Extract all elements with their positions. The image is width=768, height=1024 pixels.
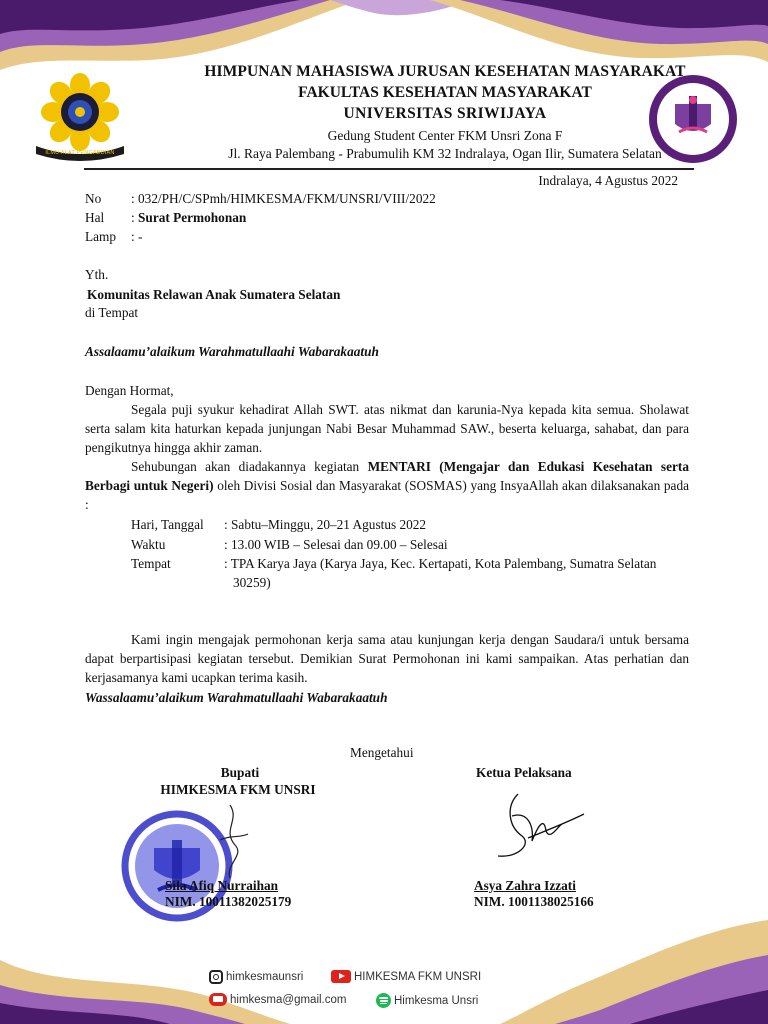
event-name: MENTARI (Mengajar dan Edukasi Kesehatan serta Berbagi untuk Negeri) — [85, 459, 689, 493]
instagram-handle: himkesmaunsri — [226, 971, 304, 983]
salam-open: Assalaamu’alaikum Warahmatullaahi Wabarakaatuh — [85, 344, 379, 359]
no-label: No — [85, 191, 102, 206]
header-divider — [84, 168, 694, 170]
instagram-icon — [209, 970, 223, 984]
left-signature — [200, 800, 260, 880]
footer-email[interactable] — [209, 993, 346, 1006]
time-label: Waktu — [131, 537, 166, 552]
university-logo-motto: ILMU ALAT PENGABDIAN — [45, 150, 115, 156]
paragraph-3: Kami ingin mengajak permohonan kerja sama atau kunjungan kerja dengan Saudara/i untuk bersama dapat berpartisipasi kegiatan tersebut. Demikian Surat Permohonan ini kami sampaikan. Atas perhatian dan kerjasamanya kami ucapkan terima kasih. — [85, 632, 689, 685]
right-sig-nim: NIM. 1001138025166 — [474, 894, 594, 909]
day-value: : Sabtu–Minggu, 20–21 Agustus 2022 — [224, 517, 427, 532]
time-value: : 13.00 WIB – Selesai dan 09.00 – Selesai — [224, 537, 448, 552]
spotify-icon — [376, 993, 391, 1008]
footer-instagram[interactable] — [209, 970, 303, 984]
hal-value: Surat Permohonan — [138, 210, 247, 225]
left-sig-nim: NIM. 10011382025179 — [165, 894, 292, 909]
left-sig-name: Sila Afiq Nurraihan — [165, 878, 279, 893]
place-value-line2: 30259) — [233, 575, 271, 590]
header-university: UNIVERSITAS SRIWIJAYA — [343, 105, 547, 122]
youtube-icon — [331, 970, 351, 983]
header-faculty: FAKULTAS KESEHATAN MASYARAKAT — [298, 84, 592, 101]
place-value-line1: : TPA Karya Jaya (Karya Jaya, Kec. Kertapati, Kota Palembang, Sumatra Selatan — [224, 556, 657, 571]
right-sig-name: Asya Zahra Izzati — [474, 878, 576, 893]
youtube-channel: HIMKESMA FKM UNSRI — [354, 970, 482, 983]
right-sig-title: Ketua Pelaksana — [476, 765, 572, 780]
paragraph-2-before: Sehubungan akan diadakannya kegiatan — [131, 459, 368, 474]
lamp-value: : - — [131, 229, 143, 244]
left-sig-title-2: HIMKESMA FKM UNSRI — [160, 782, 316, 797]
yth: Yth. — [85, 267, 109, 282]
footer-youtube[interactable] — [331, 970, 481, 983]
greeting: Dengan Hormat, — [85, 383, 174, 398]
paragraph-2-after: oleh Divisi Sosial dan Masyarakat (SOSMAS) yang InsyaAllah akan dilaksanakan pada : — [85, 478, 690, 512]
place-label: Tempat — [131, 556, 171, 571]
salam-close: Wassalaamu’alaikum Warahmatullaahi Wabarakaatuh — [85, 690, 388, 705]
recipient: Komunitas Relawan Anak Sumatera Selatan — [87, 287, 341, 302]
spotify-name: Himkesma Unsri — [394, 994, 479, 1007]
mengetahui: Mengetahui — [350, 745, 414, 760]
no-value: : 032/PH/C/SPmh/HIMKESMA/FKM/UNSRI/VIII/2022 — [131, 191, 436, 206]
left-sig-title-1: Bupati — [220, 765, 260, 780]
footer-spotify[interactable] — [376, 993, 478, 1008]
email-icon — [209, 993, 227, 1006]
paragraph-1: Segala puji syukur kehadirat Allah SWT. atas nikmat dan karunia-Nya kepada kita semua. Sholawat serta salam kita haturkan kepada junjungan Nabi Besar Muhammad SAW., beserta keluarga, sahabat, dan para pengikutnya hingga akhir zaman. — [85, 402, 689, 455]
letter-date: Indralaya, 4 Agustus 2022 — [538, 173, 678, 188]
right-signature — [488, 786, 588, 866]
email-address: himkesma@gmail.com — [230, 993, 347, 1006]
hal-label: Hal — [85, 210, 105, 225]
header-org: HIMPUNAN MAHASISWA JURUSAN KESEHATAN MASYARAKAT — [204, 63, 686, 80]
recipient-place: di Tempat — [85, 305, 139, 320]
lamp-label: Lamp — [85, 229, 117, 244]
hal-colon: : — [131, 210, 139, 225]
paragraph-2 — [85, 457, 689, 514]
day-label: Hari, Tanggal — [131, 517, 204, 532]
hal-row — [131, 208, 246, 227]
header-building: Gedung Student Center FKM Unsri Zona F — [327, 128, 563, 143]
header-address: Jl. Raya Palembang - Prabumulih KM 32 Indralaya, Ogan Ilir, Sumatera Selatan — [228, 146, 662, 161]
